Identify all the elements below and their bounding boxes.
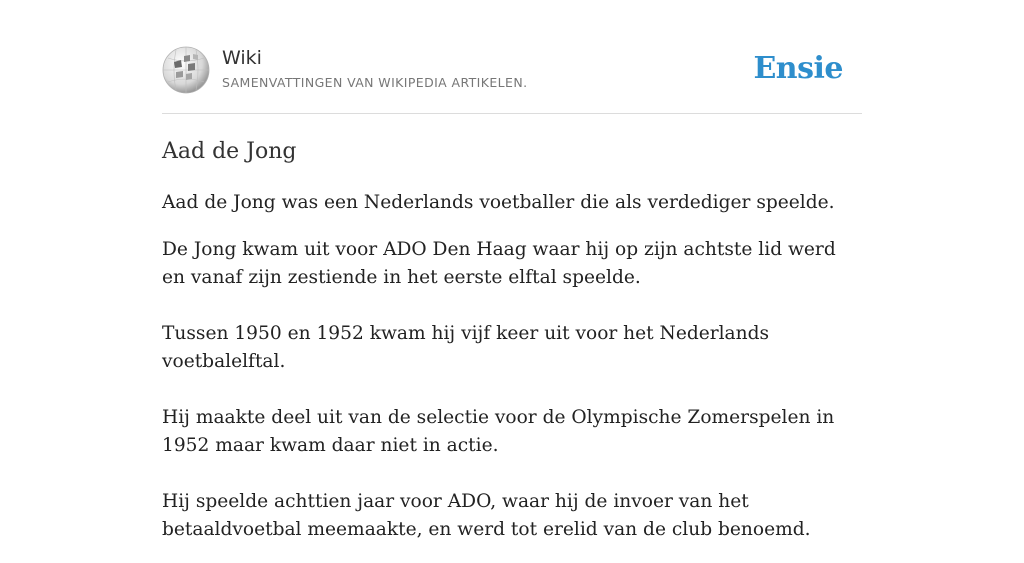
brand-logo-text[interactable]: Ensie [753,51,843,86]
article-paragraph: De Jong kwam uit voor ADO Den Haag waar hij op zijn achtste lid werd en vanaf zijn zestiende in het eerste elftal speelde. [162,239,836,288]
article-paragraph: Tussen 1950 en 1952 kwam hij vijf keer uit voor het Nederlands voetbalelftal. [162,323,770,372]
article-paragraph: Hij speelde achttien jaar voor ADO, waar hij de invoer van het betaaldvoetbal meemaakte, en werd tot erelid van de club benoemd. [162,491,811,540]
site-name[interactable]: Wiki [222,47,262,69]
article-body [162,189,862,563]
article-paragraph: Aad de Jong was een Nederlands voetballer die als verdediger speelde. [162,192,835,213]
site-header [162,0,862,114]
article-paragraph: Hij maakte deel uit van de selectie voor de Olympische Zomerspelen in 1952 maar kwam daar niet in actie. [162,407,835,456]
wikipedia-globe-icon[interactable] [162,46,210,94]
article-title: Aad de Jong [162,139,297,164]
page-container [162,0,862,540]
site-tagline: SAMENVATTINGEN VAN WIKIPEDIA ARTIKELEN. [222,75,528,90]
